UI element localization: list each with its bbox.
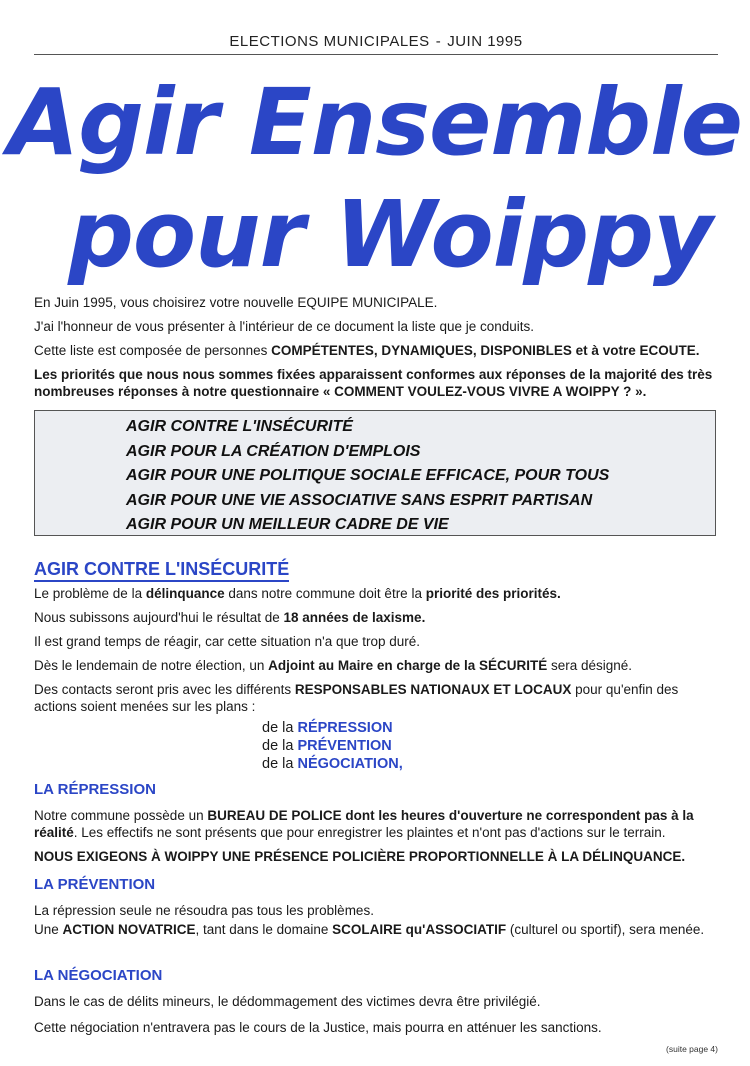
text: pour qu'enfin des actions soient menées sur les plans : [34,682,679,714]
insecurite-paragraph-1 [34,585,718,602]
insecurite-paragraph-5 [34,681,718,715]
section-heading-insecurite: AGIR CONTRE L'INSÉCURITÉ [34,559,289,582]
insecurite-paragraph-2 [34,609,718,626]
emphasis: BUREAU DE POLICE dont les heures d'ouverture ne correspondent pas à la réalité [34,808,694,840]
intro-p3-text: Cette liste est composée de personnes [34,343,272,358]
plan-item [262,755,403,773]
priority-item: AGIR CONTRE L'INSÉCURITÉ [126,418,353,435]
intro-paragraph-2: J'ai l'honneur de vous présenter à l'intérieur de ce document la liste que je conduits. [34,319,535,334]
intro-paragraph-1: En Juin 1995, vous choisirez votre nouvelle EQUIPE MUNICIPALE. [34,295,438,310]
header-rule [34,54,718,55]
text: Dès le lendemain de notre élection, un [34,658,269,673]
repression-paragraph-1 [34,807,718,841]
priorities-list [126,415,609,538]
emphasis: délinquance [145,586,225,601]
priorities-box [34,410,716,536]
priority-item: AGIR POUR UN MEILLEUR CADRE DE VIE [126,516,449,533]
negociation-paragraph-1: Dans le cas de délits mineurs, le dédommagement des victimes devra être privilégié. [34,994,541,1009]
intro-paragraph-4: Les priorités que nous nous sommes fixées apparaissent conformes aux réponses de la majorité des très nombreuses réponses à notre questionnaire « COMMENT VOULEZ-VOUS VIVRE A WOIPPY ? ». [34,367,713,399]
header-separator: - [435,33,442,50]
plan-word: RÉPRESSION [297,720,393,736]
section-prevention [34,902,718,945]
text: Notre commune possède un [34,808,208,823]
negociation-paragraph-2: Cette négociation n'entravera pas le cours de la Justice, mais pourra en atténuer les sanctions. [34,1020,602,1035]
section-heading-prevention: LA PRÉVENTION [34,876,156,893]
emphasis: priorité des priorités. [425,586,561,601]
emphasis: SCOLAIRE qu'ASSOCIATIF [332,922,507,937]
plan-prefix: de la [262,756,298,772]
text: Nous subissons aujourd'hui le résultat de [34,610,284,625]
header-line [34,33,718,50]
plan-word: PRÉVENTION [297,738,392,754]
plan-word: NÉGOCIATION, [297,756,403,772]
text: (culturel ou sportif), sera menée. [506,922,705,937]
plan-item [262,737,403,755]
emphasis: 18 années de laxisme. [283,610,426,625]
plan-item [262,719,403,737]
insecurite-paragraph-4 [34,657,718,674]
text: dans notre commune doit être la [224,586,426,601]
priority-item: AGIR POUR UNE VIE ASSOCIATIVE SANS ESPRIT PARTISAN [126,491,593,509]
header-election: ELECTIONS MUNICIPALES [229,33,430,50]
section-repression [34,807,718,872]
emphasis: ACTION NOVATRICE [62,922,196,937]
header-date: JUIN 1995 [447,33,523,50]
intro-paragraph-3 [34,342,718,359]
section-heading-negociation: LA NÉGOCIATION [34,967,163,984]
title-line-2: pour Woippy [68,181,712,288]
prevention-paragraph-2 [34,921,718,938]
text: sera désigné. [547,658,633,673]
priority-item: AGIR POUR UNE POLITIQUE SOCIALE EFFICACE, POUR TOUS [126,467,610,484]
text: Une [34,922,63,937]
emphasis: RESPONSABLES NATIONAUX ET LOCAUX [294,682,572,697]
section-insecurite [34,585,718,722]
continued-note: (suite page 4) [666,1044,718,1054]
text: , tant dans le domaine [195,922,333,937]
text: Des contacts seront pris avec les différents [34,682,295,697]
priority-item: AGIR POUR LA CRÉATION D'EMPLOIS [126,442,421,460]
emphasis: Adjoint au Maire en charge de la SÉCURITÉ [268,658,548,673]
section-negociation [34,993,718,1043]
repression-paragraph-2: NOUS EXIGEONS À WOIPPY UNE PRÉSENCE POLICIÈRE PROPORTIONNELLE À LA DÉLINQUANCE. [34,849,686,864]
intro-p3-emphasis: COMPÉTENTES, DYNAMIQUES, DISPONIBLES et à votre ECOUTE. [271,343,700,358]
title-line-1: Agir Ensemble [7,69,743,176]
section-heading-repression: LA RÉPRESSION [34,781,156,798]
text: . Les effectifs ne sont présents que pour enregistrer les plaintes et n'ont pas d'actions sur le terrain. [73,825,666,840]
plans-list [262,719,403,773]
text: Le problème de la [34,586,146,601]
prevention-paragraph-1: La répression seule ne résoudra pas tous les problèmes. [34,903,374,918]
intro [34,294,718,407]
insecurite-paragraph-3: Il est grand temps de réagir, car cette situation n'a que trop duré. [34,634,421,649]
plan-prefix: de la [262,720,298,736]
plan-prefix: de la [262,738,298,754]
